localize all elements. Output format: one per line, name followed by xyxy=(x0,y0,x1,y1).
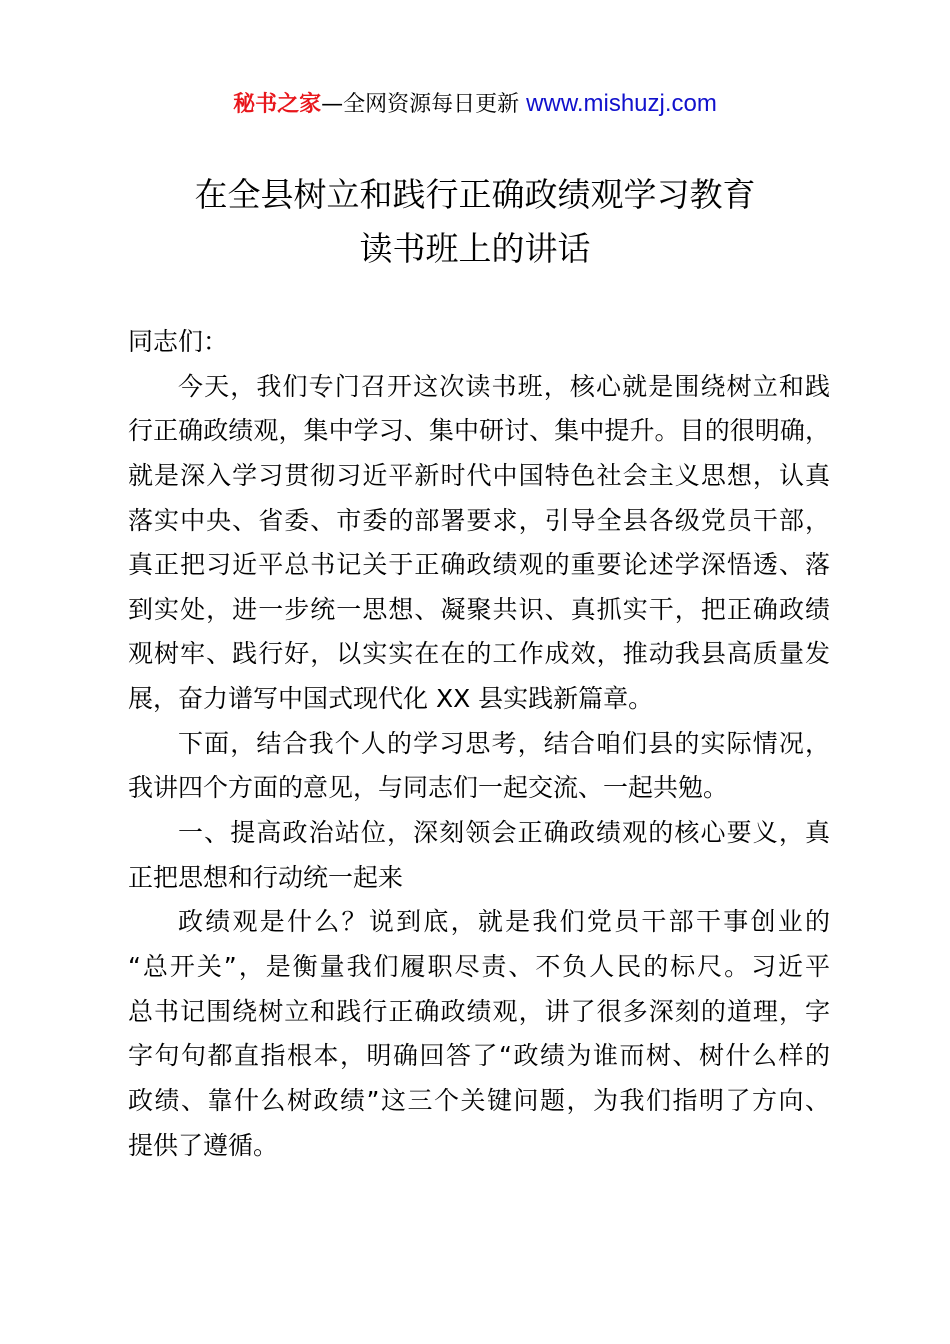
text-line: 展，奋力谱写中国式现代化 XX 县实践新篇章。 xyxy=(128,684,654,714)
paragraph xyxy=(128,900,830,1168)
document-body xyxy=(128,320,830,1168)
text-line: 就是深入学习贯彻习近平新时代中国特色社会主义思想，认真 xyxy=(128,460,830,490)
text-line: “总开关”，是衡量我们履职尽责、不负人民的标尺。习近平 xyxy=(128,951,830,981)
text-line: 政绩、靠什么树政绩”这三个关键问题，为我们指明了方向、 xyxy=(128,1085,830,1115)
text-line: 正把思想和行动统一起来 xyxy=(128,862,404,892)
brand-name: 秘书之家 xyxy=(233,92,322,117)
text-line: 下面，结合我个人的学习思考，结合咱们县的实际情况， xyxy=(178,728,830,758)
text-line: 真正把习近平总书记关于正确政绩观的重要论述学深悟透、落 xyxy=(128,550,830,580)
greeting xyxy=(128,320,830,365)
text-line: 观树牢、践行好，以实实在在的工作成效，推动我县高质量发 xyxy=(128,639,830,669)
text-line: 字句句都直指根本，明确回答了“政绩为谁而树、树什么样的 xyxy=(128,1041,830,1071)
title-line-1: 在全县树立和践行正确政绩观学习教育 xyxy=(194,175,756,214)
text-line: 我讲四个方面的意见，与同志们一起交流、一起共勉。 xyxy=(128,773,729,803)
text-line: 同志们： xyxy=(128,327,229,356)
text-line: 提供了遵循。 xyxy=(128,1130,279,1160)
paragraph xyxy=(128,722,830,811)
text-line: 落实中央、省委、市委的部署要求，引导全县各级党员干部， xyxy=(128,505,830,535)
text-line: 行正确政绩观，集中学习、集中研讨、集中提升。目的很明确， xyxy=(128,416,830,446)
document-title xyxy=(0,168,950,276)
banner-slogan: —全网资源每日更新 xyxy=(321,92,520,117)
text-line: 总书记围绕树立和践行正确政绩观，讲了很多深刻的道理，字 xyxy=(128,996,830,1026)
text-line: 政绩观是什么？说到底，就是我们党员干部干事创业的 xyxy=(178,907,830,937)
section-heading xyxy=(128,811,830,900)
text-line: 到实处，进一步统一思想、凝聚共识、真抓实干，把正确政绩 xyxy=(128,594,830,624)
site-url-link[interactable]: www.mishuzj.com xyxy=(526,90,717,117)
site-banner xyxy=(0,88,950,121)
text-line: 一、提高政治站位，深刻领会正确政绩观的核心要义，真 xyxy=(178,818,830,848)
paragraph xyxy=(128,365,830,722)
title-line-2: 读书班上的讲话 xyxy=(359,229,591,268)
text-line: 今天，我们专门召开这次读书班，核心就是围绕树立和践 xyxy=(178,371,830,401)
